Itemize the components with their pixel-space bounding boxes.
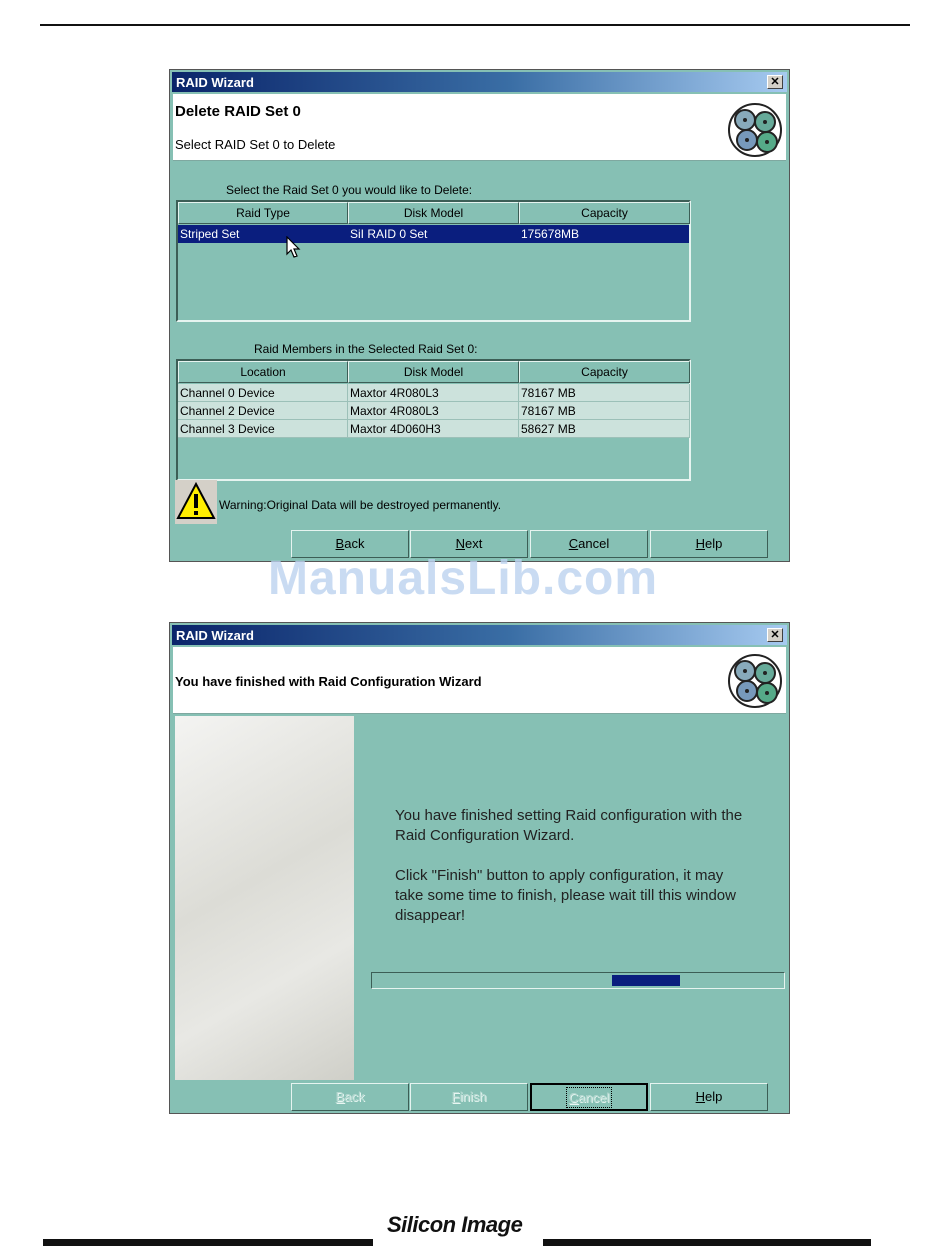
warning-text: Warning:Original Data will be destroyed permanently. <box>219 498 502 512</box>
cell-disk-model: Maxtor 4R080L3 <box>348 384 519 402</box>
title-bar <box>172 72 787 92</box>
message-line: Click "Finish" button to apply configuration, it may <box>395 867 724 884</box>
help-button[interactable] <box>650 1083 768 1111</box>
watermark: ManualsLib.com <box>268 552 659 605</box>
back-button[interactable] <box>291 1083 409 1111</box>
column-header[interactable]: Raid Type <box>178 202 348 224</box>
raid-disks-icon <box>725 651 785 711</box>
finish-message-1 <box>395 806 742 846</box>
select-label: Select the Raid Set 0 you would like to Delete: <box>226 183 473 197</box>
cell-disk-model: Maxtor 4D060H3 <box>348 420 519 438</box>
cell-raid-type: Striped Set <box>178 225 348 243</box>
warning-icon-box <box>175 480 217 524</box>
help-label: Help <box>695 1089 723 1104</box>
title-bar <box>172 625 787 645</box>
wizard-side-image <box>175 716 354 1080</box>
back-label: Back <box>335 536 365 551</box>
cancel-button[interactable] <box>530 1083 648 1111</box>
column-header[interactable]: Capacity <box>519 361 690 383</box>
mouse-cursor-icon <box>286 236 302 260</box>
column-header[interactable]: Disk Model <box>348 361 519 383</box>
finish-wizard-dialog <box>169 622 790 1114</box>
finish-label: Finish <box>451 1089 487 1104</box>
footer-rule-left <box>43 1239 373 1246</box>
message-line: disappear! <box>395 907 466 924</box>
page-title: Delete RAID Set 0 <box>175 103 301 120</box>
members-label: Raid Members in the Selected Raid Set 0: <box>254 342 478 356</box>
column-header[interactable]: Capacity <box>519 202 690 224</box>
cell-location: Channel 3 Device <box>178 420 348 438</box>
raid-set-table <box>176 200 691 322</box>
cell-disk-model: Maxtor 4R080L3 <box>348 402 519 420</box>
cell-capacity: 78167 MB <box>519 402 690 420</box>
wizard-header <box>173 94 786 161</box>
help-button[interactable] <box>650 530 768 558</box>
cancel-label: Cancel <box>568 536 610 551</box>
help-label: Help <box>695 536 723 551</box>
close-icon[interactable]: ✕ <box>767 628 783 642</box>
cell-capacity: 58627 MB <box>519 420 690 438</box>
raid-members-table <box>176 359 691 481</box>
raid-disks-icon <box>725 100 785 160</box>
progress-indicator <box>612 975 680 986</box>
window-title: RAID Wizard <box>176 628 254 643</box>
message-line: You have finished setting Raid configuration with the <box>395 807 743 824</box>
finish-button[interactable] <box>410 1083 528 1111</box>
cancel-label: Cancel <box>568 1090 610 1105</box>
footer-rule-right <box>543 1239 871 1246</box>
next-label: Next <box>455 536 483 551</box>
cell-capacity: 175678MB <box>519 225 689 243</box>
message-line: Raid Configuration Wizard. <box>395 827 575 844</box>
warning-icon <box>175 480 217 524</box>
back-label: Back <box>335 1089 365 1104</box>
page-title: You have finished with Raid Configuration Wizard <box>175 674 482 689</box>
cell-location: Channel 2 Device <box>178 402 348 420</box>
wizard-header <box>173 647 786 714</box>
cell-capacity: 78167 MB <box>519 384 690 402</box>
button-bar <box>173 1082 786 1112</box>
window-title: RAID Wizard <box>176 75 254 90</box>
top-rule <box>40 24 910 26</box>
cell-disk-model: SiI RAID 0 Set <box>348 225 519 243</box>
finish-message-2 <box>395 866 736 926</box>
close-icon[interactable]: ✕ <box>767 75 783 89</box>
page-subtitle: Select RAID Set 0 to Delete <box>175 137 336 152</box>
progress-bar <box>371 972 785 989</box>
message-line: take some time to finish, please wait till this window <box>395 887 736 904</box>
column-header[interactable]: Location <box>178 361 348 383</box>
column-header[interactable]: Disk Model <box>348 202 519 224</box>
cell-location: Channel 0 Device <box>178 384 348 402</box>
delete-raid-dialog <box>169 69 790 562</box>
footer-brand-logo: Silicon Image <box>387 1212 523 1237</box>
